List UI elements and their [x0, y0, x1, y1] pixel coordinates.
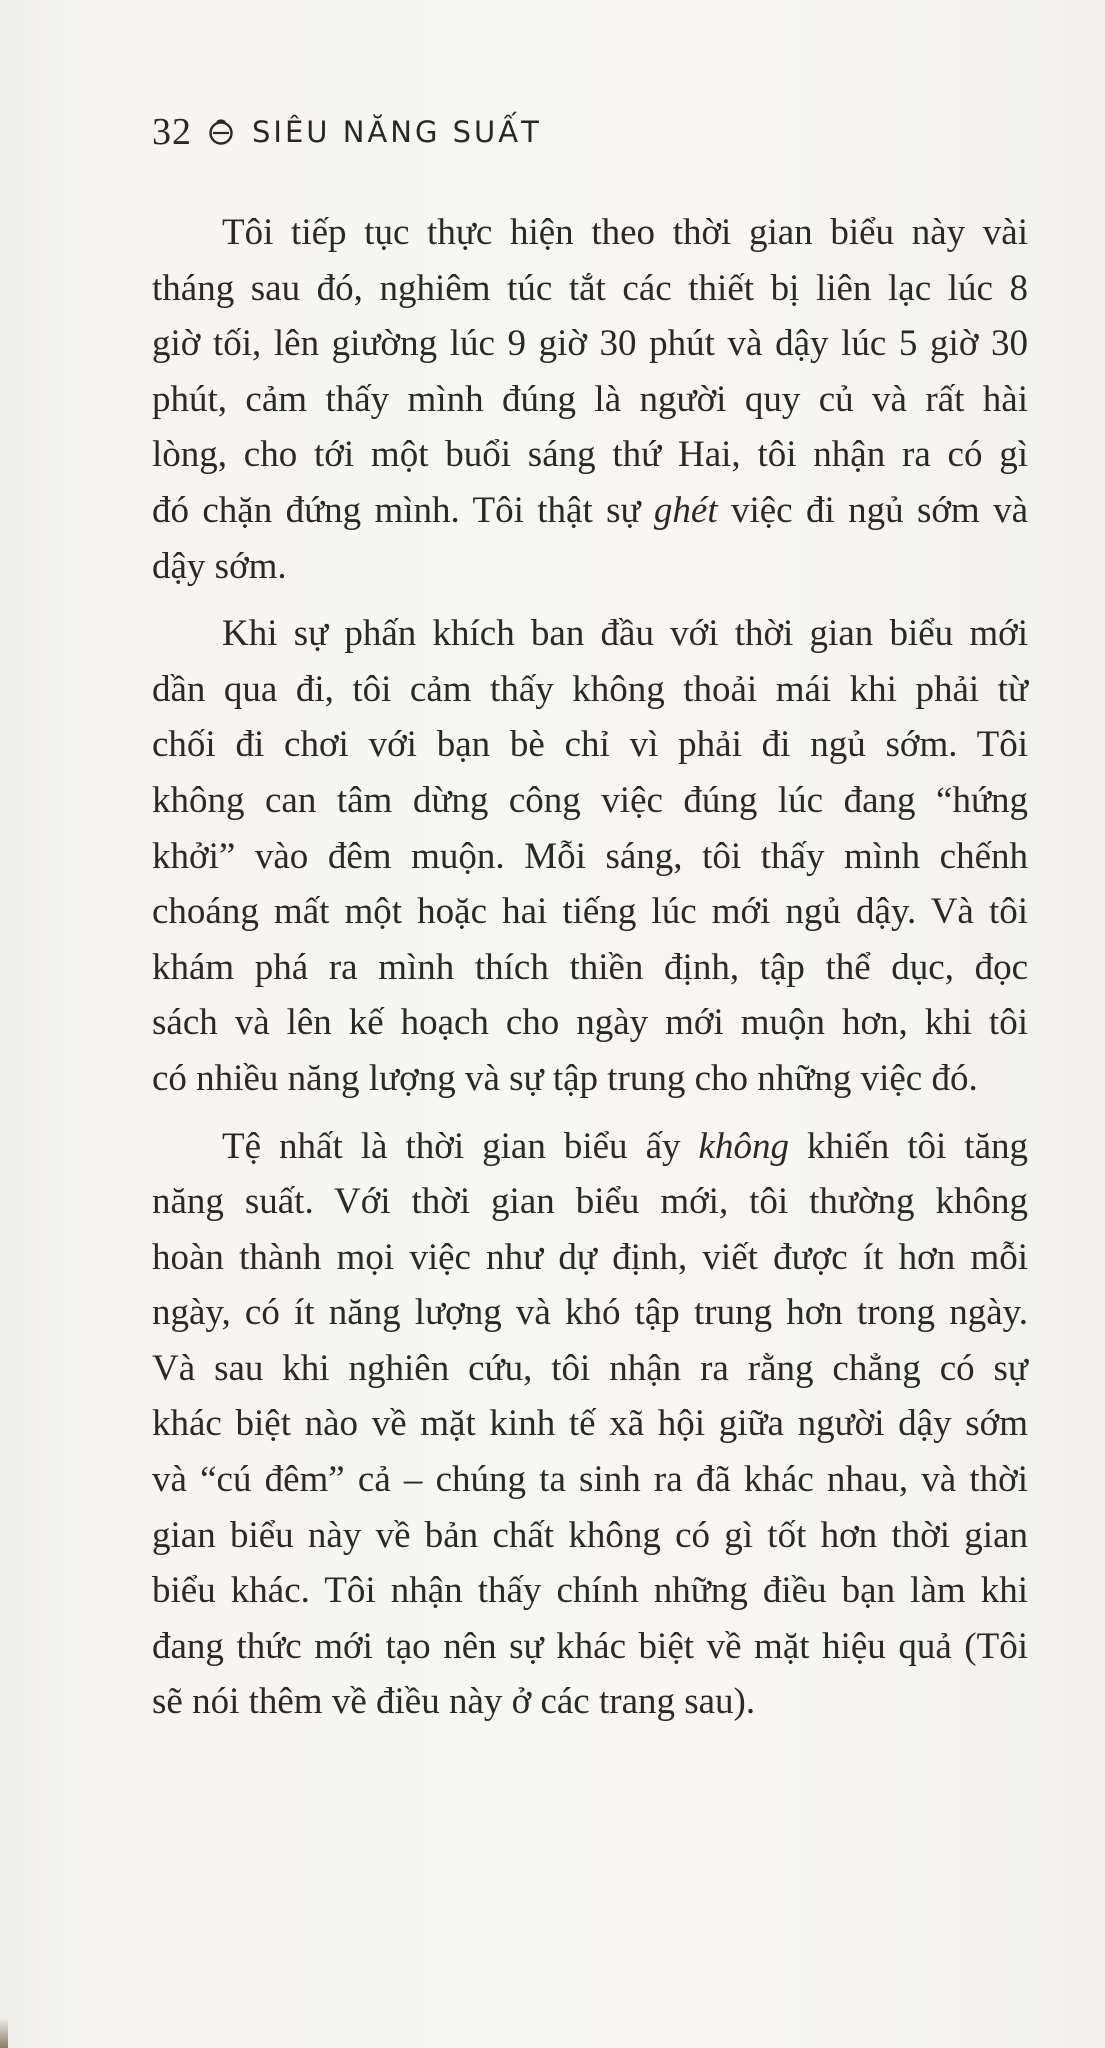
text-line: Tôi tiếp tục thực hiện theo thời gian biểu này vài: [222, 212, 1028, 253]
line-text-before: đó chặn đứng mình. Tôi thật sự: [152, 489, 654, 531]
running-header: [152, 104, 542, 160]
paragraph-2: [152, 606, 1028, 1106]
text-line: phút, cảm thấy mình đúng là người quy củ và rất hài: [152, 378, 1028, 420]
text-line: dần qua đi, tôi cảm thấy không thoải mái khi phải từ: [152, 668, 1028, 710]
text-line: có nhiều năng lượng và sự tập trung cho những việc đó.: [152, 1057, 978, 1099]
text-line: đang thức mới tạo nên sự khác biệt về mặt hiệu quả (Tôi: [152, 1625, 1028, 1667]
text-line: biểu khác. Tôi nhận thấy chính những điều bạn làm khi: [152, 1570, 1028, 1612]
text-line: lòng, cho tới một buổi sáng thứ Hai, tôi nhận ra có gì: [152, 434, 1028, 476]
text-line: năng suất. Với thời gian biểu mới, tôi thường không: [152, 1181, 1028, 1223]
text-line: không can tâm dừng công việc đúng lúc đang “hứng: [152, 779, 1028, 821]
text-line: Và sau khi nghiên cứu, tôi nhận ra rằng chẳng có sự: [152, 1347, 1028, 1389]
line-text-after: việc đi ngủ sớm và: [717, 489, 1028, 531]
emphasis-word: không: [698, 1125, 789, 1167]
page-edge-mark: [0, 2018, 8, 2048]
ornament-icon: [206, 117, 236, 147]
line-text-after: khiến tôi tăng: [788, 1125, 1028, 1167]
paragraph-1: [152, 205, 1028, 594]
text-line: giờ tối, lên giường lúc 9 giờ 30 phút và dậy lúc 5 giờ 30: [152, 323, 1028, 365]
text-line-with-emphasis: [152, 483, 1028, 539]
page-number: 32: [152, 111, 192, 153]
text-line: khởi” vào đêm muộn. Mỗi sáng, tôi thấy mình chếnh: [152, 835, 1028, 877]
text-line: sách và lên kế hoạch cho ngày mới muộn hơn, khi tôi: [152, 1002, 1028, 1044]
emphasis-word: ghét: [653, 489, 718, 531]
text-line-with-emphasis: [152, 1119, 1028, 1175]
text-line: gian biểu này về bản chất không có gì tốt hơn thời gian: [152, 1514, 1028, 1556]
text-line: tháng sau đó, nghiêm túc tắt các thiết bị liên lạc lúc 8: [152, 267, 1028, 309]
text-line: chối đi chơi với bạn bè chỉ vì phải đi ngủ sớm. Tôi: [152, 724, 1028, 766]
text-line: khác biệt nào về mặt kinh tế xã hội giữa người dậy sớm: [152, 1403, 1028, 1445]
text-line: choáng mất một hoặc hai tiếng lúc mới ngủ dậy. Và tôi: [152, 891, 1028, 933]
text-line: hoàn thành mọi việc như dự định, viết được ít hơn mỗi: [152, 1236, 1028, 1278]
text-line: và “cú đêm” cả – chúng ta sinh ra đã khác nhau, và thời: [152, 1459, 1028, 1501]
paragraph-3: [152, 1119, 1028, 1731]
line-text-before: Tệ nhất là thời gian biểu ấy: [222, 1125, 699, 1167]
text-line: khám phá ra mình thích thiền định, tập thể dục, đọc: [152, 946, 1028, 988]
text-line: Khi sự phấn khích ban đầu với thời gian biểu mới: [222, 613, 1028, 655]
text-line: sẽ nói thêm về điều này ở các trang sau).: [152, 1681, 756, 1723]
text-line: dậy sớm.: [152, 545, 287, 587]
text-line: ngày, có ít năng lượng và khó tập trung hơn trong ngày.: [152, 1292, 1028, 1334]
book-title: SIÊU NĂNG SUẤT: [252, 115, 542, 149]
body-text: [152, 205, 1028, 1730]
